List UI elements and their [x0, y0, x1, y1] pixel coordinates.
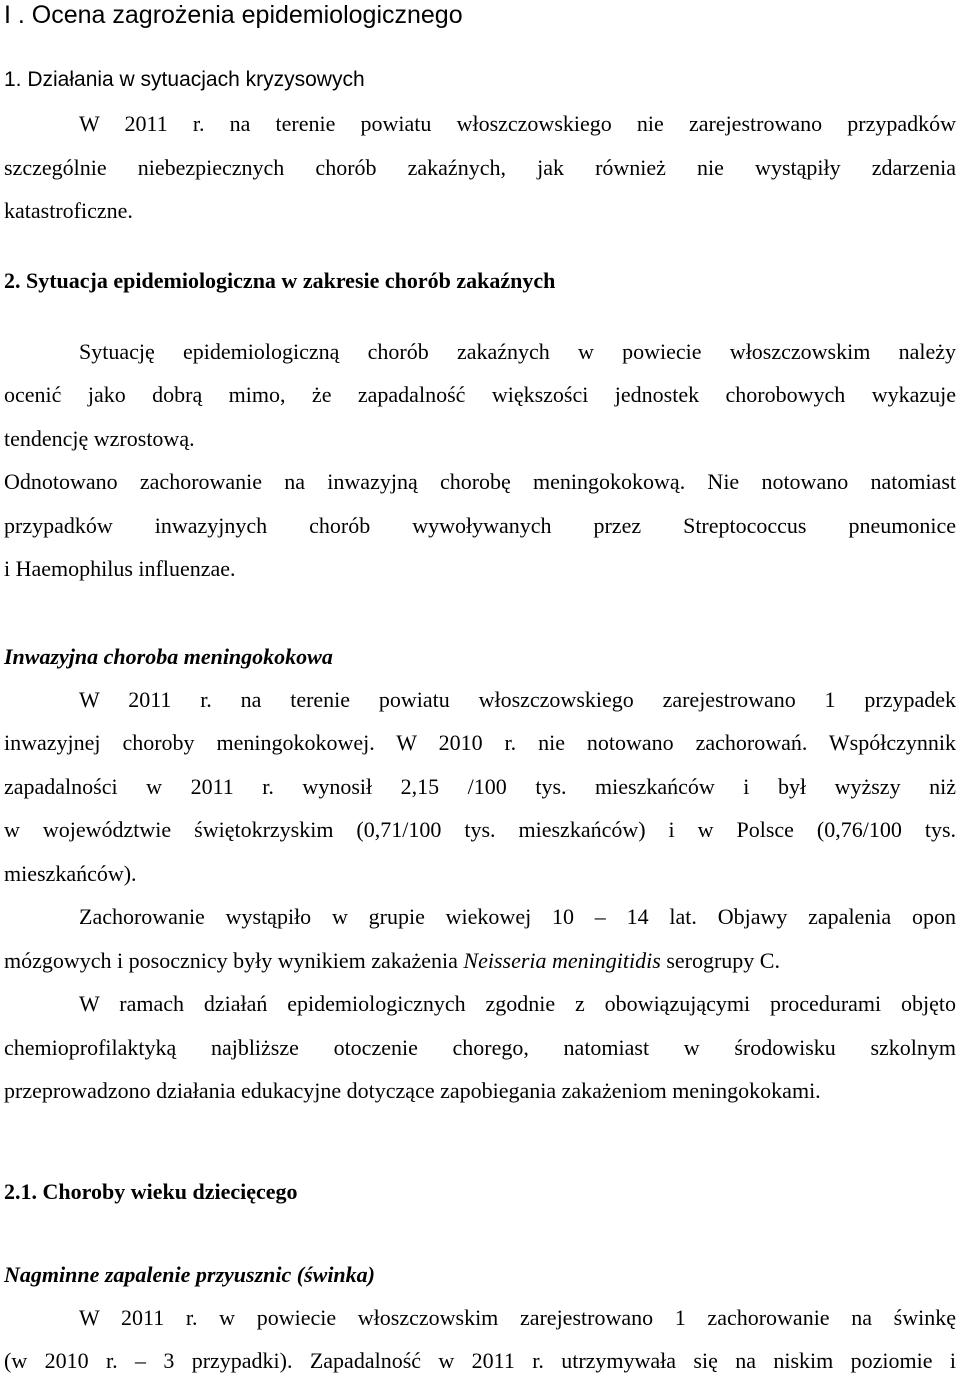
text-line: inwazyjnej choroby meningokokowej. W 2010 r. nie notowano zachorowań. Współczynnik: [4, 730, 956, 755]
section-1-heading: 1. Działania w sytuacjach kryzysowych: [4, 68, 365, 91]
text-line: przypadków inwazyjnych chorób wywoływanych przez Streptococcus pneumonice: [4, 512, 956, 538]
text-line: [4, 939, 956, 983]
text-line: zapadalności w 2011 r. wynosił 2,15 /100 tys. mieszkańców i był wyższy niż: [4, 773, 956, 799]
mumps-paragraph: [4, 1296, 956, 1383]
pathogen-name: Neisseria meningitidis: [463, 947, 661, 973]
text-line: chemioprofilaktyką najbliższe otoczenie chorego, natomiast w środowisku szkolnym: [4, 1034, 956, 1060]
section-2-paragraph-2: [4, 460, 956, 591]
section-2-paragraph-1: [4, 330, 956, 461]
text-span: mózgowych i posocznicy były wynikiem zakażenia: [4, 947, 464, 973]
text-line: Odnotowano zachorowanie na inwazyjną chorobę meningokokową. Nie notowano natomiast: [4, 469, 956, 494]
text-line: W ramach działań epidemiologicznych zgodnie z obowiązującymi procedurami objęto: [79, 991, 956, 1016]
text-line: szczególnie niebezpiecznych chorób zakaźnych, jak również nie wystąpiły zdarzenia: [4, 154, 956, 180]
text-line: Sytuację epidemiologiczną chorób zakaźnych w powiecie włoszczowskim należy: [79, 338, 956, 364]
text-line: W 2011 r. na terenie powiatu włoszczowskiego zarejestrowano 1 przypadek: [79, 686, 956, 712]
text-line: W 2011 r. na terenie powiatu włoszczowskiego nie zarejestrowano przypadków: [79, 111, 956, 136]
text-line: tendencję wzrostową.: [4, 425, 195, 451]
meningococcal-paragraph-1: [4, 678, 956, 896]
text-span: serogrupy C.: [660, 947, 780, 973]
meningococcal-heading: Inwazyjna choroba meningokokowa: [4, 643, 333, 669]
text-line: katastroficzne.: [4, 198, 133, 223]
text-line: W 2011 r. w powiecie włoszczowskim zarejestrowano 1 zachorowanie na świnkę: [79, 1304, 956, 1330]
section-1-paragraph: [4, 102, 956, 233]
section-2-1-heading: 2.1. Choroby wieku dziecięcego: [4, 1178, 298, 1204]
meningococcal-paragraph-3: [4, 982, 956, 1113]
text-line: i Haemophilus influenzae.: [4, 556, 236, 581]
meningococcal-paragraph-2: [4, 895, 956, 982]
text-line: mieszkańców).: [4, 860, 137, 886]
text-line: (w 2010 r. – 3 przypadki). Zapadalność w 2011 r. utrzymywała się na niskim poziomie i: [4, 1348, 956, 1373]
text-line: Zachorowanie wystąpiło w grupie wiekowej 10 – 14 lat. Objawy zapalenia opon: [79, 904, 956, 929]
text-line: w województwie świętokrzyskim (0,71/100 tys. mieszkańców) i w Polsce (0,76/100 tys.: [4, 817, 956, 842]
section-2-heading: 2. Sytuacja epidemiologiczna w zakresie chorób zakaźnych: [4, 267, 556, 293]
mumps-heading: Nagminne zapalenie przyusznic (świnka): [4, 1261, 375, 1287]
document-title: I . Ocena zagrożenia epidemiologicznego: [4, 1, 463, 29]
text-line: przeprowadzono działania edukacyjne dotyczące zapobiegania zakażeniom meningokokami.: [4, 1078, 821, 1103]
text-line: ocenić jako dobrą mimo, że zapadalność większości jednostek chorobowych wykazuje: [4, 382, 956, 407]
